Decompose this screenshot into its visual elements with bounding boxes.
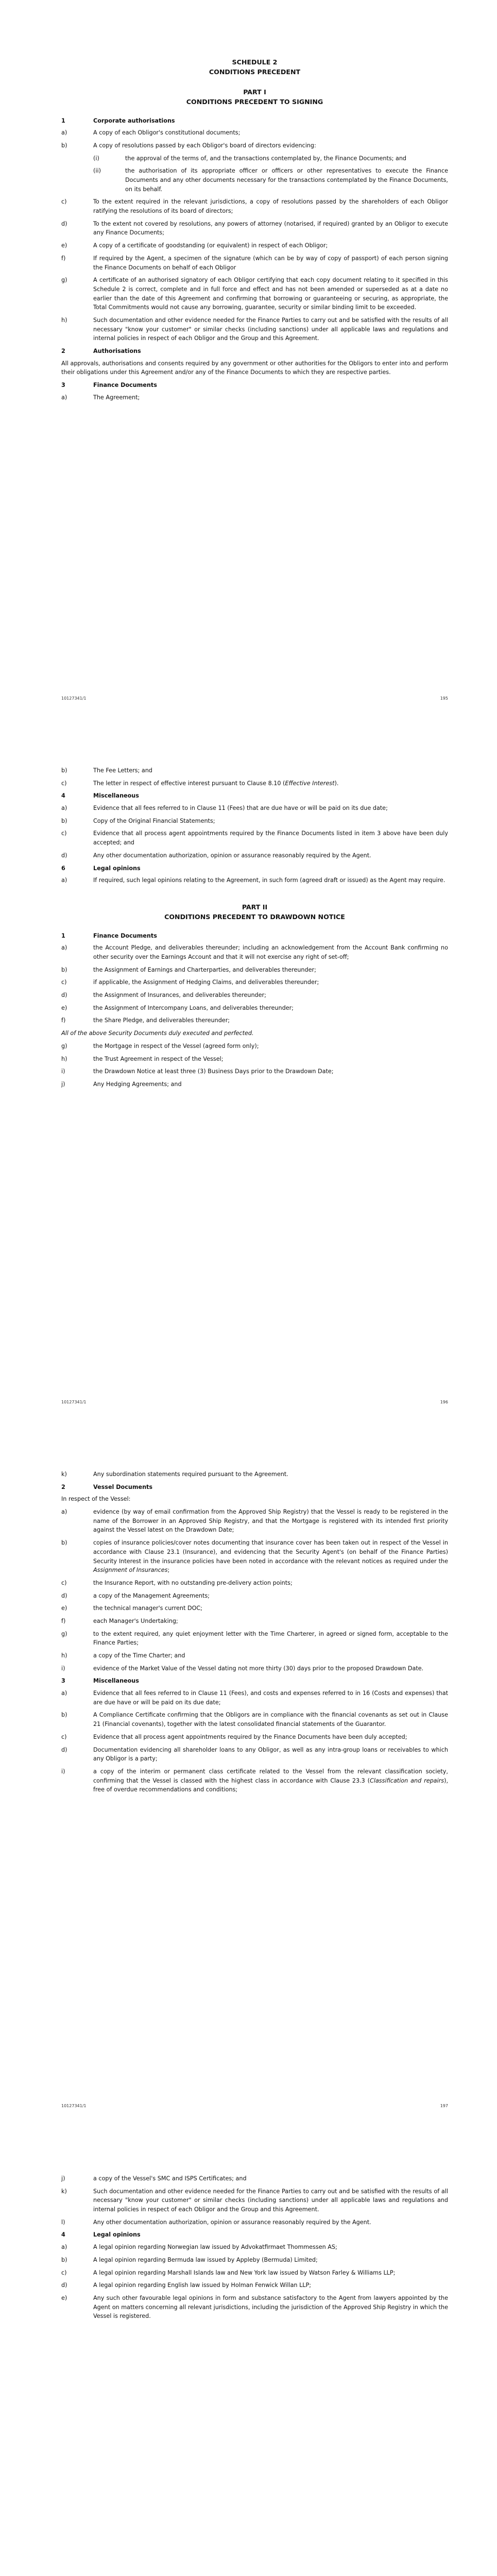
list-item: k) Any subordination statements required pursuant to the Agreement.: [61, 1471, 288, 1478]
list-item: j) Any Hedging Agreements; and: [61, 1080, 182, 1088]
list-item: h) a copy of the Time Charter; and: [61, 1652, 185, 1659]
paragraph: All approvals, authorisations and consents required by any government or other authorities for the Obligors to enter into and perform their obligations under this Agreement and/or any of the Finance Documents to which they are respective parties.: [61, 360, 448, 376]
list-item: b) The Fee Letters; and: [61, 767, 152, 774]
page-footer: 10127341/1 195: [61, 696, 448, 701]
list-item: a) evidence (by way of email confirmation from the Approved Ship Registry) that the Vessel is ready to be registered in the name of the Borrower in an Approved Ship Registry, and that the Mortgage is registered with its intended first priority against the Vessel latest on the Drawdown Date;: [61, 1509, 448, 1534]
list-item: a) the Account Pledge, and deliverables thereunder; including an acknowledgement from the Account Bank confirming no other security over the Earnings Account and that it will not exercise any right of set-off;: [61, 944, 448, 961]
list-item: e) Any such other favourable legal opinions in form and substance satisfactory to the Agent from lawyers appointed by the Agent on matters concerning all relevant jurisdictions, including the jurisdiction of the Approved Ship Registry in which the Vessel is registered.: [61, 2294, 448, 2320]
list-item: c) Evidence that all process agent appointments required by the Finance Documents listed in item 3 above have been duly accepted; and: [61, 830, 448, 846]
list-item: b) A legal opinion regarding Bermuda law issued by Appleby (Bermuda) Limited;: [61, 2256, 318, 2263]
part-2-subtitle: CONDITIONS PRECEDENT TO DRAWDOWN NOTICE: [164, 912, 345, 921]
page-196: [0, 766, 497, 1093]
paragraph: In respect of the Vessel:: [61, 1496, 131, 1503]
list-item: d) To the extent not covered by resolutions, any powers of attorney (notarised, if required) granted by an Obligor to execute any Finance Documents;: [61, 220, 448, 236]
list-item: c) Evidence that all process agent appointments required by the Finance Documents have been duly accepted;: [61, 1733, 407, 1740]
list-item: d) the Assignment of Insurances, and deliverables thereunder;: [61, 992, 266, 999]
section-heading: 1 Corporate authorisations: [61, 117, 175, 124]
section-heading: 4 Legal opinions: [61, 2231, 141, 2239]
list-item: i) evidence of the Market Value of the Vessel dating not more thirty (30) days prior to the proposed Drawdown Date.: [61, 1665, 424, 1672]
list-item: a) If required, such legal opinions relating to the Agreement, in such form (agreed draft or issued) as the Agent may require.: [61, 877, 445, 884]
list-item: k) Such documentation and other evidence needed for the Finance Parties to carry out and be satisfied with the results of all necessary "know your customer" or similar checks (including sanctions) under all applicable laws and regulations and internal policies in respect of each Obligor and the Group and this Agreement.: [61, 2188, 448, 2213]
list-item: e) the Assignment of Intercompany Loans, and deliverables thereunder;: [61, 1004, 294, 1011]
sub-list-item: (i) the approval of the terms of, and the transactions contemplated by, the Finance Documents; and: [93, 155, 407, 162]
page-195: [0, 58, 497, 405]
list-item: c) if applicable, the Assignment of Hedging Claims, and deliverables thereunder;: [61, 979, 319, 986]
part-1-subtitle: CONDITIONS PRECEDENT TO SIGNING: [186, 97, 323, 106]
list-item: a) A copy of each Obligor's constitutional documents;: [61, 129, 241, 137]
section-heading: 2 Authorisations: [61, 348, 141, 354]
list-item: f) each Manager's Undertaking;: [61, 1617, 178, 1624]
list-item: b) A copy of resolutions passed by each Obligor's board of directors evidencing:: [61, 142, 316, 149]
list-item: g) to the extent required, any quiet enjoyment letter with the Time Charterer, in agreed or signed form, acceptable to the Finance Parties;: [61, 1630, 448, 1647]
list-item: e) the technical manager's current DOC;: [61, 1605, 202, 1612]
note: All of the above Security Documents duly executed and perfected.: [61, 1030, 254, 1037]
list-item: b) Copy of the Original Financial Statements;: [61, 817, 215, 824]
section-heading: 3 Finance Documents: [61, 382, 157, 389]
list-item: g) A certificate of an authorised signatory of each Obligor certifying that each copy document relating to it specified in this Schedule 2 is correct, complete and in full force and effect and has not been amended or superseded as at a date no earlier than the date of this Agreement and confirming that borrowing or guaranteeing or securing, as appropriate, the Total Commitments would not cause any borrowing, guarantee, security or similar binding limit to be exceeded.: [61, 277, 448, 311]
list-item: d) a copy of the Management Agreements;: [61, 1592, 210, 1599]
list-item: d) A legal opinion regarding English law issued by Holman Fenwick Willan LLP;: [61, 2282, 312, 2289]
list-item: h) Such documentation and other evidence needed for the Finance Parties to carry out and be satisfied with the results of all necessary "know your customer" or similar checks (including sanctions) under all applicable laws and regulations and internal policies in respect of each Obligor and the Group and this Agreement.: [61, 316, 448, 342]
list-item: f) the Share Pledge, and deliverables thereunder;: [61, 1017, 230, 1024]
page-footer: 10127341/1 197: [61, 2104, 448, 2108]
list-item: i) the Drawdown Notice at least three (3) Business Days prior to the Drawdown Date;: [61, 1068, 334, 1075]
list-item: b) the Assignment of Earnings and Charterparties, and deliverables thereunder;: [61, 966, 316, 973]
list-item: e) A copy of a certificate of goodstanding (or equivalent) in respect of each Obligor;: [61, 242, 328, 249]
page-footer: 10127341/1 196: [61, 1400, 448, 1404]
page-198: [0, 2174, 497, 2325]
list-item: b) copies of insurance policies/cover notes documenting that insurance cover has been taken out in respect of the Vessel in accordance with Clause 23.1 (Insurance), and evidencing that the Security Agent's (on behalf of the Finance Parties) Security Interest in the insurance policies have been noted in accordance with the relevant notices as required under the Assignment of Insurances;: [61, 1539, 448, 1574]
list-item: a) A legal opinion regarding Norwegian law issued by Advokatfirmaet Thommessen AS;: [61, 2244, 337, 2251]
page-197: [0, 1470, 497, 1798]
section-heading: 2 Vessel Documents: [61, 1483, 153, 1490]
list-item: l) Any other documentation authorization, opinion or assurance reasonably required by the Agent.: [61, 2218, 371, 2226]
section-heading: 3 Miscellaneous: [61, 1677, 139, 1685]
list-item: g) the Mortgage in respect of the Vessel (agreed form only);: [61, 1042, 259, 1049]
list-item: c) A legal opinion regarding Marshall Islands law and New York law issued by Watson Farley & Williams LLP;: [61, 2269, 396, 2276]
schedule-title: SCHEDULE 2: [232, 58, 278, 66]
list-item: a) The Agreement;: [61, 394, 140, 401]
list-item: h) the Trust Agreement in respect of the Vessel;: [61, 1055, 224, 1062]
sub-list-item: (ii) the authorisation of its appropriate officer or officers or other representatives to execute the Finance Documents and any other documents necessary for the transactions contemplated by the Finance Documents, on its behalf.: [93, 167, 448, 193]
part-1-title: PART I: [243, 88, 266, 96]
list-item: c) To the extent required in the relevant jurisdictions, a copy of resolutions passed by the shareholders of each Obligor ratifying the resolutions of its board of directors;: [61, 198, 448, 215]
list-item: d) Documentation evidencing all shareholder loans to any Obligor, as well as any intra-group loans or receivables to which any Obligor is a party;: [61, 1746, 448, 1762]
list-item: f) If required by the Agent, a specimen of the signature (which can be by way of copy of passport) of each person signing the Finance Documents on behalf of each Obligor: [61, 255, 448, 271]
list-item: a) Evidence that all fees referred to in Clause 11 (Fees), and costs and expenses referred to in 16 (Costs and expenses) that are due have or will be paid on its due date;: [61, 1690, 448, 1706]
section-heading: 4 Miscellaneous: [61, 792, 139, 800]
part-2-title: PART II: [242, 903, 268, 911]
list-item: i) a copy of the interim or permanent class certificate related to the Vessel from the relevant classification society, confirming that the Vessel is classed with the highest class in accordance with Clause 23.3 (Classification and repairs), free of overdue recommendations and conditions;: [61, 1768, 448, 1793]
list-item: d) Any other documentation authorization, opinion or assurance reasonably required by the Agent.: [61, 852, 371, 859]
section-heading: 6 Legal opinions: [61, 865, 141, 872]
list-item: j) a copy of the Vessel's SMC and ISPS Certificates; and: [61, 2175, 247, 2182]
list-item: a) Evidence that all fees referred to in Clause 11 (Fees) that are due have or will be paid on its due date;: [61, 805, 388, 812]
section-heading: 1 Finance Documents: [61, 932, 157, 939]
list-item: c) The letter in respect of effective interest pursuant to Clause 8.10 (Effective Interest).: [61, 779, 339, 787]
list-item: b) A Compliance Certificate confirming that the Obligors are in compliance with the financial covenants as set out in Clause 21 (Financial covenants), together with the latest consolidated financial statements of the Guarantor.: [61, 1711, 448, 1728]
schedule-subtitle: CONDITIONS PRECEDENT: [209, 67, 301, 76]
list-item: c) the Insurance Report, with no outstanding pre-delivery action points;: [61, 1579, 293, 1586]
